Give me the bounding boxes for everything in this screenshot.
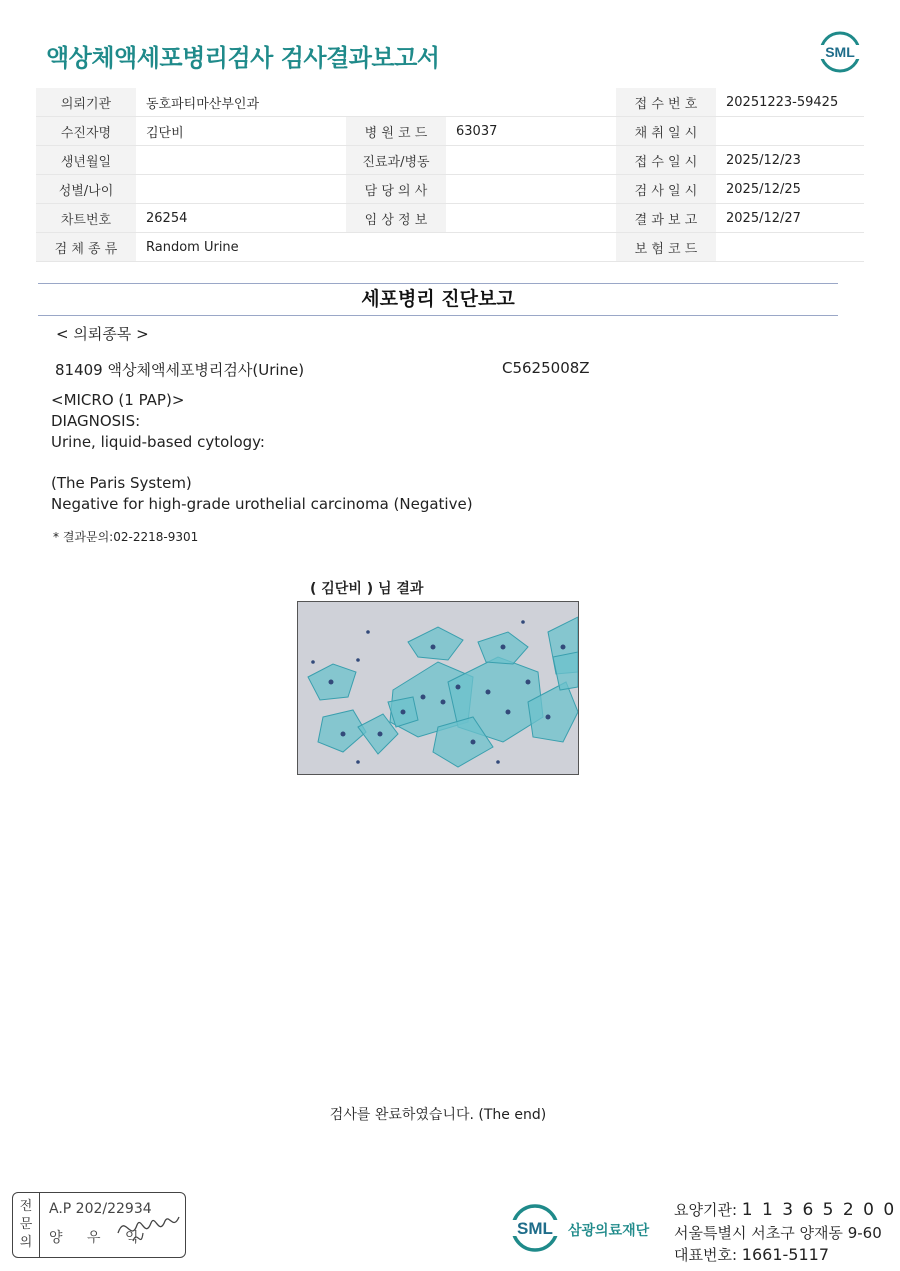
- info-value: 63037: [446, 117, 616, 146]
- info-label: 진료과/병동: [346, 146, 446, 175]
- cytology-image: [297, 601, 579, 775]
- diagnosis-label: DIAGNOSIS:: [51, 412, 141, 430]
- info-value: 김단비: [136, 117, 346, 146]
- info-value: 20251223-59425: [716, 88, 864, 117]
- specimen-line: Urine, liquid-based cytology:: [51, 433, 265, 451]
- info-value: [136, 146, 346, 175]
- info-row: [36, 146, 864, 175]
- svg-text:SML: SML: [825, 44, 855, 60]
- info-label: [346, 88, 446, 117]
- info-label: 결 과 보 고: [616, 204, 716, 233]
- code-value: 1 1 3 6 5 2 0 0: [741, 1200, 897, 1220]
- institution-code: [674, 1199, 896, 1220]
- section-title: 세포병리 진단보고: [361, 288, 515, 310]
- info-value: [716, 233, 864, 262]
- system-line: (The Paris System): [51, 474, 192, 492]
- info-value: 동호파티마산부인과: [136, 88, 346, 117]
- contact-line: * 결과문의:02-2218-9301: [53, 530, 199, 544]
- diagnosis-result: Negative for high-grade urothelial carcinoma (Negative): [51, 495, 473, 513]
- info-label: 검 체 종 류: [36, 233, 136, 262]
- image-caption: ( 김단비 ) 님 결과: [310, 581, 424, 597]
- address: 서울특별시 서초구 양재동 9-60: [674, 1224, 882, 1242]
- pathologist-name: 양 우 익: [49, 1230, 149, 1246]
- stamp-side-label: [13, 1193, 40, 1257]
- info-label: 병 원 코 드: [346, 117, 446, 146]
- info-value: 26254: [136, 204, 346, 233]
- stamp-char: 의: [19, 1235, 33, 1250]
- phone-label: 대표번호:: [674, 1246, 738, 1264]
- signature-icon: [113, 1203, 183, 1251]
- section-rule-bottom: [38, 315, 838, 316]
- info-value: [716, 117, 864, 146]
- code-label: 요양기관:: [674, 1201, 738, 1219]
- info-label: 접 수 일 시: [616, 146, 716, 175]
- phone: [674, 1244, 829, 1265]
- info-value: 2025/12/25: [716, 175, 864, 204]
- info-label: 생년월일: [36, 146, 136, 175]
- info-label: 수진자명: [36, 117, 136, 146]
- info-row: [36, 117, 864, 146]
- info-row: [36, 175, 864, 204]
- info-label: 접 수 번 호: [616, 88, 716, 117]
- info-label: 채 취 일 시: [616, 117, 716, 146]
- info-label: 차트번호: [36, 204, 136, 233]
- foundation-name: 삼광의료재단: [568, 1223, 650, 1239]
- info-label: 보 험 코 드: [616, 233, 716, 262]
- patient-info-table: [36, 88, 864, 262]
- sml-foundation-logo-icon: [510, 1198, 560, 1258]
- micro-line: <MICRO (1 PAP)>: [51, 391, 185, 409]
- info-value: 2025/12/27: [716, 204, 864, 233]
- stamp-char: 문: [19, 1217, 33, 1232]
- info-value: [446, 233, 616, 262]
- info-value: [446, 175, 616, 204]
- pathologist-stamp: [12, 1192, 186, 1258]
- info-row: [36, 88, 864, 117]
- info-label: [346, 233, 446, 262]
- info-label: 담 당 의 사: [346, 175, 446, 204]
- info-row: [36, 204, 864, 233]
- info-label: 의뢰기관: [36, 88, 136, 117]
- request-heading: < 의뢰종목 >: [56, 325, 149, 343]
- info-value: [136, 175, 346, 204]
- info-value: Random Urine: [136, 233, 346, 262]
- info-label: 검 사 일 시: [616, 175, 716, 204]
- stamp-char: 전: [19, 1199, 33, 1214]
- phone-value: 1661-5117: [741, 1245, 830, 1264]
- sml-logo-icon: [818, 30, 862, 74]
- info-value: 2025/12/23: [716, 146, 864, 175]
- info-value: [446, 204, 616, 233]
- report-title: 액상체액세포병리검사 검사결과보고서: [46, 44, 440, 72]
- end-text: 검사를 완료하였습니다. (The end): [329, 1107, 547, 1123]
- info-label: 성별/나이: [36, 175, 136, 204]
- info-row: [36, 233, 864, 262]
- info-label: 임 상 정 보: [346, 204, 446, 233]
- ap-number: A.P 202/22934: [49, 1201, 152, 1217]
- test-name: 81409 액상체액세포병리검사(Urine): [55, 361, 305, 379]
- sml-logo-text: SML: [517, 1219, 553, 1238]
- test-code: C5625008Z: [502, 359, 590, 377]
- info-value: [446, 88, 616, 117]
- info-value: [446, 146, 616, 175]
